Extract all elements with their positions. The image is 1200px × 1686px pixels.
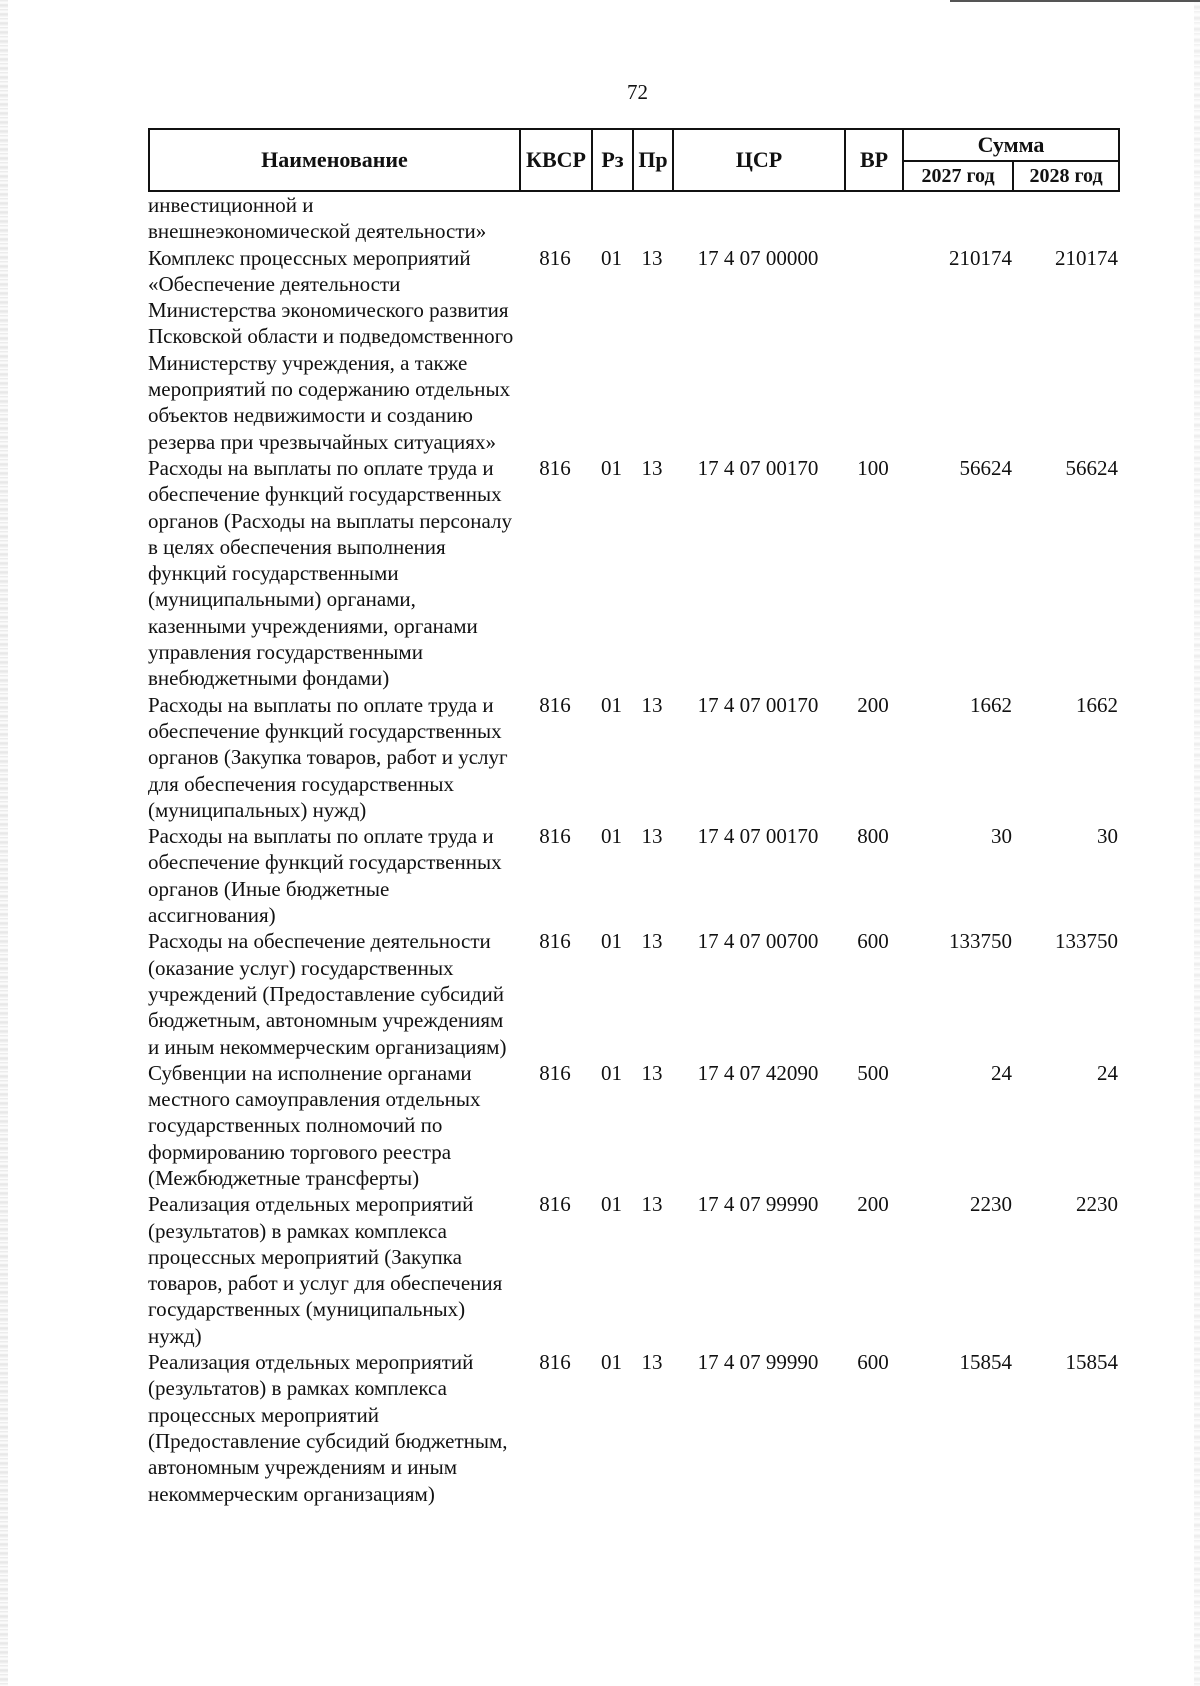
header-csr: ЦСР [673, 129, 845, 191]
table-row [148, 1349, 1118, 1507]
row-rz: 01 [601, 929, 622, 954]
row-vr [844, 192, 902, 245]
scan-edge-left [0, 0, 8, 1686]
row-vr: 500 [857, 1060, 889, 1085]
row-rz: 01 [601, 1192, 622, 1217]
header-year-2027: 2027 год [903, 161, 1013, 191]
row-sum-2028: 30 [1097, 824, 1118, 849]
row-name: Реализация отдельных мероприятий (результатов) в рамках комплекса процессных мероприятий (Предоставление субсидий бюджетным, автономным учреждениям и иным некоммерческим организациям) [148, 1350, 508, 1506]
row-rz: 01 [601, 1350, 622, 1375]
row-sum-2028: 133750 [1055, 929, 1118, 954]
row-sum-2027: 56624 [959, 455, 1012, 480]
row-sum-2027 [902, 192, 1012, 245]
row-rz: 01 [601, 455, 622, 480]
row-csr: 17 4 07 42090 [697, 1060, 819, 1085]
row-name: инвестиционной и внешнеэкономической деятельности» [148, 193, 487, 244]
row-vr [844, 245, 902, 455]
header-name: Наименование [149, 129, 520, 191]
header-vr: ВР [845, 129, 903, 191]
row-csr: 17 4 07 99990 [697, 1350, 819, 1375]
table-row [148, 692, 1118, 823]
row-csr: 17 4 07 99990 [697, 1192, 819, 1217]
row-pr: 13 [641, 692, 663, 717]
row-vr: 100 [857, 455, 889, 480]
row-name: Расходы на обеспечение деятельности (оказание услуг) государственных учреждений (Предоставление субсидий бюджетным, автономным учреждениям и иным некоммерческим организациям) [148, 929, 507, 1059]
row-sum-2028: 56624 [1065, 455, 1118, 480]
page-number: 72 [627, 80, 648, 104]
budget-table [148, 128, 1118, 1507]
table-row [148, 192, 1118, 245]
header-kvsr: КВСР [520, 129, 592, 191]
table-body [148, 192, 1118, 1507]
row-name: Расходы на выплаты по оплате труда и обеспечение функций государственных органов (Расходы на выплаты персоналу в целях обеспечения выполнения функций государственными (муниципальными) органами, казенными учреждениями, органами управления государственными внебюджетными фондами) [148, 455, 512, 691]
row-sum-2027: 30 [991, 824, 1012, 849]
table-row [148, 823, 1118, 928]
row-kvsr: 816 [539, 692, 571, 717]
row-kvsr: 816 [539, 1350, 571, 1375]
scan-edge-right [1194, 0, 1200, 1686]
row-vr: 600 [857, 929, 889, 954]
row-sum-2027: 1662 [970, 692, 1012, 717]
row-sum-2027: 24 [991, 1060, 1012, 1085]
row-name: Комплекс процессных мероприятий «Обеспечение деятельности Министерства экономического развития Псковской области и подведомственного Министерству учреждения, а также мероприятий по содержанию отдельных объектов недвижимости и созданию резерва при чрезвычайных ситуациях» [148, 245, 514, 454]
row-sum-2027: 15854 [959, 1350, 1012, 1375]
row-csr: 17 4 07 00000 [697, 245, 819, 270]
row-pr: 13 [641, 245, 663, 270]
row-name: Субвенции на исполнение органами местного самоуправления отдельных государственных полномочий по формированию торгового реестра (Межбюджетные трансферты) [148, 1060, 481, 1190]
row-rz: 01 [601, 245, 622, 270]
row-sum-2027: 2230 [970, 1192, 1012, 1217]
row-vr: 600 [857, 1350, 889, 1375]
row-csr: 17 4 07 00170 [697, 455, 819, 480]
table-header [148, 128, 1120, 192]
row-sum-2028: 2230 [1076, 1192, 1118, 1217]
row-sum-2028: 1662 [1076, 692, 1118, 717]
row-csr: 17 4 07 00170 [697, 692, 819, 717]
row-pr: 13 [641, 929, 663, 954]
row-pr: 13 [641, 824, 663, 849]
row-kvsr: 816 [539, 1192, 571, 1217]
row-kvsr: 816 [539, 245, 571, 270]
row-rz [591, 192, 632, 245]
header-rz: Рз [592, 129, 633, 191]
row-rz: 01 [601, 1060, 622, 1085]
row-sum-2028: 210174 [1055, 245, 1118, 270]
row-pr [632, 192, 672, 245]
row-pr: 13 [641, 1192, 663, 1217]
table-row [148, 455, 1118, 692]
row-name: Расходы на выплаты по оплате труда и обеспечение функций государственных органов (Иные бюджетные ассигнования) [148, 824, 502, 928]
row-kvsr: 816 [539, 824, 571, 849]
scan-edge-top [950, 0, 1200, 2]
table-row [148, 1191, 1118, 1349]
header-pr: Пр [633, 129, 673, 191]
row-kvsr: 816 [539, 455, 571, 480]
row-pr: 13 [641, 1350, 663, 1375]
row-sum-2028: 24 [1097, 1060, 1118, 1085]
header-sum: Сумма [903, 129, 1119, 161]
row-sum-2027: 133750 [949, 929, 1012, 954]
row-kvsr: 816 [539, 1060, 571, 1085]
row-csr [672, 192, 844, 245]
row-rz: 01 [601, 824, 622, 849]
row-vr: 800 [857, 824, 889, 849]
row-pr: 13 [641, 1060, 663, 1085]
row-kvsr [519, 192, 591, 245]
row-vr: 200 [857, 692, 889, 717]
row-vr: 200 [857, 1192, 889, 1217]
row-sum-2028: 15854 [1065, 1350, 1118, 1375]
row-csr: 17 4 07 00170 [697, 824, 819, 849]
row-name: Реализация отдельных мероприятий (результатов) в рамках комплекса процессных мероприятий (Закупка товаров, работ и услуг для обеспечения государственных (муниципальных) нужд) [148, 1192, 503, 1348]
table-row [148, 1060, 1118, 1191]
row-sum-2027: 210174 [949, 245, 1012, 270]
table-row [148, 245, 1118, 455]
row-sum-2028 [1012, 192, 1118, 245]
header-year-2028: 2028 год [1013, 161, 1119, 191]
row-rz: 01 [601, 692, 622, 717]
row-csr: 17 4 07 00700 [697, 929, 819, 954]
row-pr: 13 [641, 455, 663, 480]
table-row [148, 928, 1118, 1059]
row-kvsr: 816 [539, 929, 571, 954]
row-name: Расходы на выплаты по оплате труда и обеспечение функций государственных органов (Закупка товаров, работ и услуг для обеспечения государственных (муниципальных) нужд) [148, 692, 508, 822]
table-rows [148, 192, 1118, 1507]
